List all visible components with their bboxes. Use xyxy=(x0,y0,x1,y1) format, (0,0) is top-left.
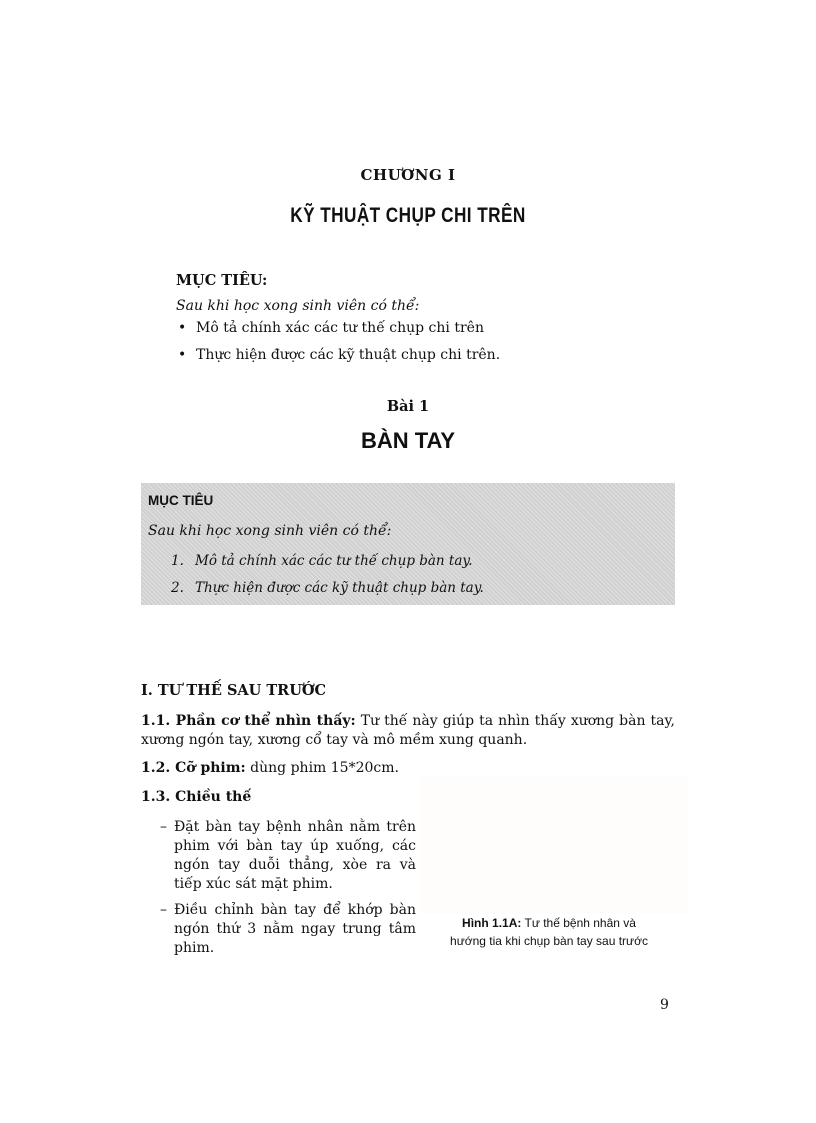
item-text: Thực hiện được các kỹ thuật chụp bàn tay. xyxy=(195,580,484,596)
positioning-steps xyxy=(160,818,416,965)
page-number: 9 xyxy=(660,997,669,1013)
box-objective-item xyxy=(171,551,484,578)
caption-line-2: hướng tia khi chụp bàn tay sau trước xyxy=(450,934,648,948)
section-heading: I. TƯ THẾ SAU TRƯỚC xyxy=(141,682,327,699)
lesson-number: Bài 1 xyxy=(386,398,430,415)
figure-label: Hình 1.1A: xyxy=(462,916,522,930)
box-objectives-list xyxy=(171,551,484,605)
lesson-objectives-box xyxy=(141,483,675,605)
item-number: 1. xyxy=(171,553,184,569)
paragraph-visible-parts xyxy=(141,712,675,750)
lesson-title: BÀN TAY xyxy=(360,428,456,453)
objectives-intro: Sau khi học xong sinh viên có thể: xyxy=(176,298,420,314)
objectives-list xyxy=(170,318,500,372)
caption-line-1: Tư thế bệnh nhân và xyxy=(521,916,636,930)
step-item: – Đặt bàn tay bệnh nhân nằm trên phim với bàn tay úp xuống, các ngón tay duỗi thẳng, xòe ra và tiếp xúc sát mặt phim. xyxy=(160,818,416,894)
figure-caption xyxy=(424,914,674,950)
paragraph-label: 1.2. Cỡ phim: xyxy=(141,760,246,776)
objectives-heading: MỤC TIÊU: xyxy=(176,272,268,289)
paragraph-text: Tư thế này giúp ta nhìn thấy xương bàn tay, xương ngón tay, xương cổ tay và mô mềm xung quanh. xyxy=(141,713,675,748)
box-objective-item xyxy=(171,578,484,605)
paragraph-text: dùng phim 15*20cm. xyxy=(245,760,399,776)
paragraph-positioning-heading: 1.3. Chiều thế xyxy=(141,789,252,805)
chapter-label: CHƯƠNG I xyxy=(360,166,456,184)
step-item: – Điều chỉnh bàn tay để khớp bàn ngón thứ 3 nằm ngay trung tâm phim. xyxy=(160,901,416,958)
paragraph-label: 1.1. Phần cơ thể nhìn thấy: xyxy=(141,713,356,729)
objective-item: • Thực hiện được các kỹ thuật chụp chi trên. xyxy=(170,345,500,372)
chapter-title: KỸ THUẬT CHỤP CHI TRÊN xyxy=(290,204,526,227)
box-intro: Sau khi học xong sinh viên có thể: xyxy=(148,523,392,539)
item-number: 2. xyxy=(171,580,184,596)
box-heading: MỤC TIÊU xyxy=(148,493,214,508)
objective-item: • Mô tả chính xác các tư thế chụp chi trên xyxy=(170,318,500,345)
item-text: Mô tả chính xác các tư thế chụp bàn tay. xyxy=(195,553,473,569)
paragraph-film-size xyxy=(141,760,399,776)
figure-image-area xyxy=(420,776,688,914)
